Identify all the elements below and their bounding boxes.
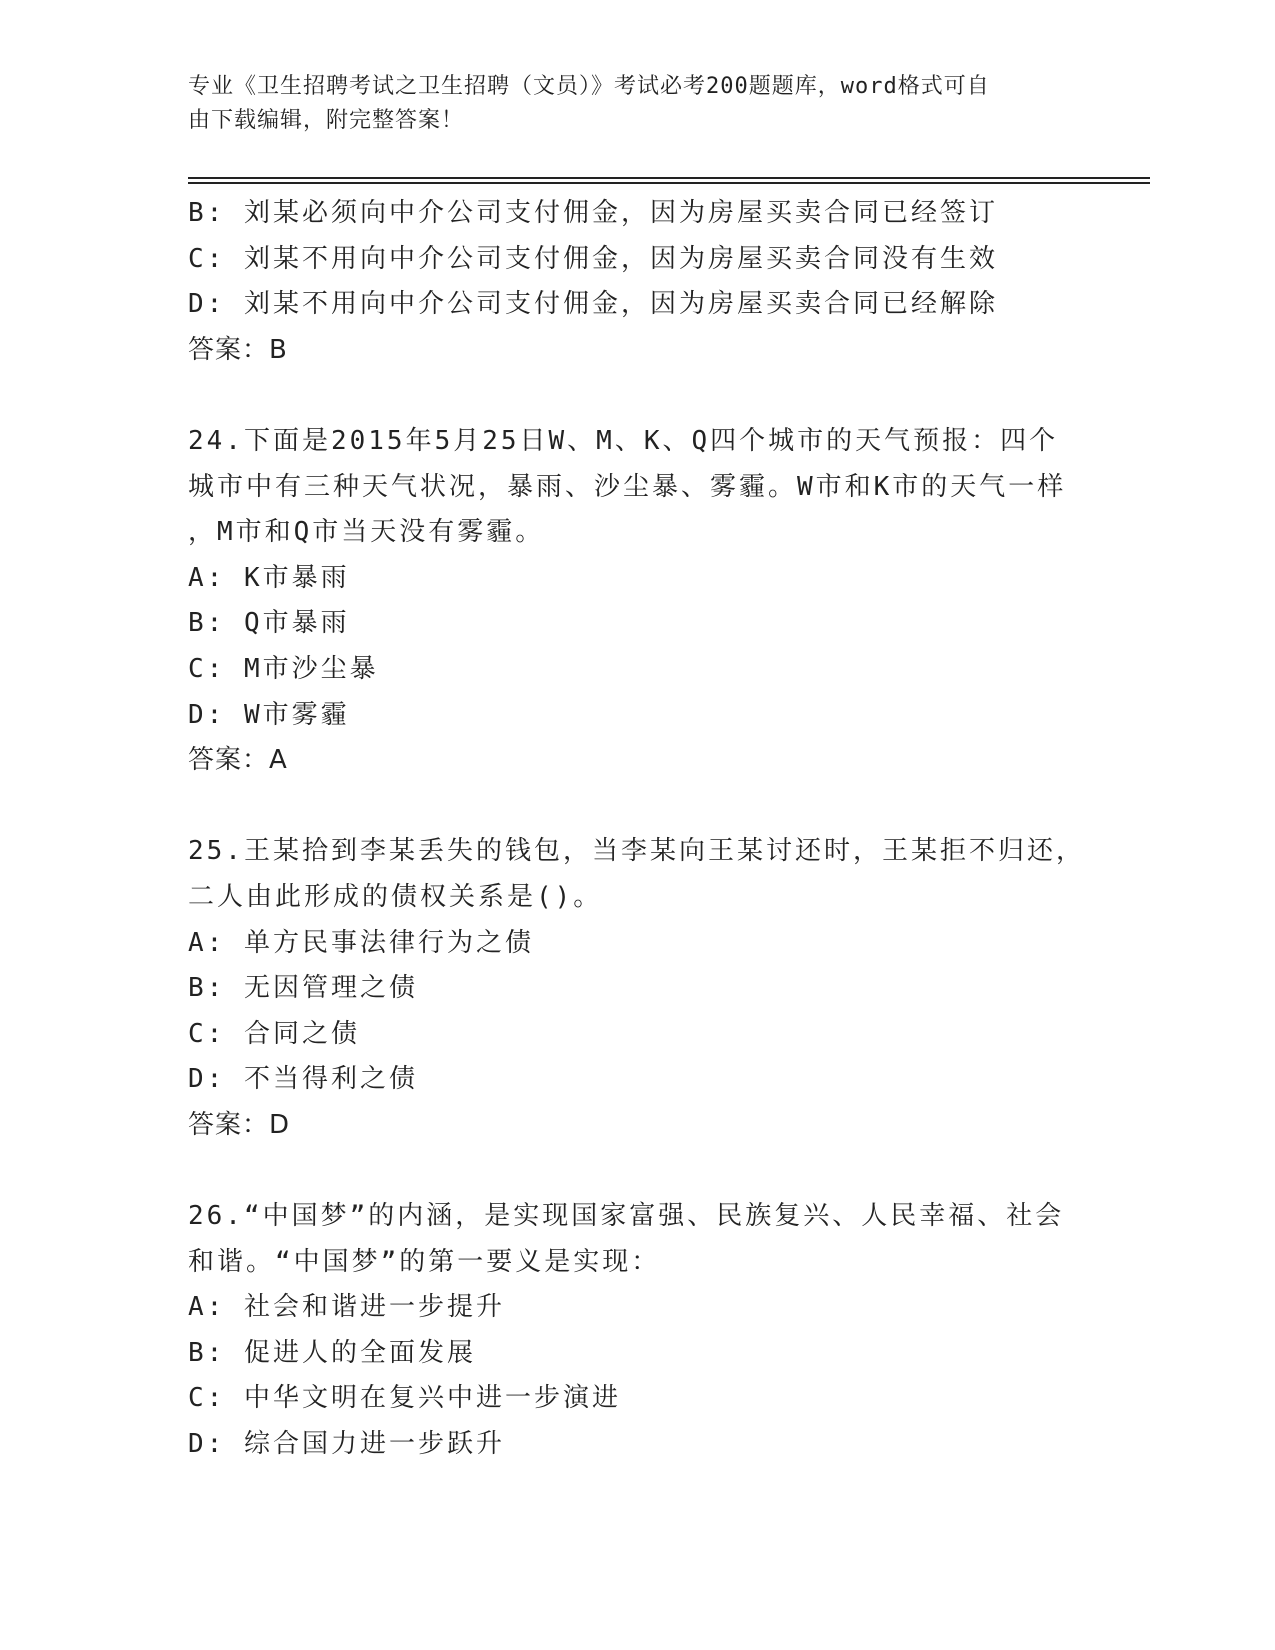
question-24 (188, 419, 1128, 784)
option-a: A: K市暴雨 (188, 562, 350, 593)
header-line-1: 专业《卫生招聘考试之卫生招聘（文员）》考试必考200题题库，word格式可自 (188, 74, 990, 99)
option-c: C: 中华文明在复兴中进一步演进 (188, 1383, 621, 1414)
spacer (188, 373, 1128, 419)
question-stem-line: 和谐。“中国梦”的第一要义是实现： (188, 1246, 661, 1277)
document-header (188, 70, 1068, 138)
option-c: C: 刘某不用向中介公司支付佣金，因为房屋买卖合同没有生效 (188, 243, 998, 274)
option-b: B: 刘某必须向中介公司支付佣金，因为房屋买卖合同已经签订 (188, 198, 998, 228)
answer-line: 答案：D (188, 1109, 291, 1140)
question-stem-line: ，M市和Q市当天没有雾霾。 (188, 517, 545, 548)
header-divider-top (188, 177, 1150, 179)
question-stem-line: 26.“中国梦”的内涵，是实现国家富强、民族复兴、人民幸福、社会 (188, 1201, 1065, 1232)
question-list (188, 191, 1128, 1468)
option-d: D: 不当得利之债 (188, 1064, 418, 1095)
header-divider-bottom (188, 182, 1150, 184)
header-line-2: 由下载编辑，附完整答案！ (188, 108, 465, 133)
question-stem-line: 城市中有三种天气状况，暴雨、沙尘暴、雾霾。W市和K市的天气一样 (188, 471, 1067, 502)
option-d: D: W市雾霾 (188, 699, 350, 730)
option-c: C: M市沙尘暴 (188, 653, 379, 684)
question-stem-line: 24.下面是2015年5月25日W、M、K、Q四个城市的天气预报：四个 (188, 425, 1059, 456)
question-26 (188, 1194, 1128, 1468)
answer-line: 答案：B (188, 334, 288, 365)
option-d: D: 刘某不用向中介公司支付佣金，因为房屋买卖合同已经解除 (188, 289, 998, 320)
option-b: B: Q市暴雨 (188, 608, 350, 639)
question-23-continued (188, 191, 1128, 373)
question-25 (188, 829, 1128, 1148)
option-a: A: 社会和谐进一步提升 (188, 1292, 505, 1323)
option-a: A: 单方民事法律行为之债 (188, 927, 534, 958)
answer-line: 答案：A (188, 745, 288, 776)
option-b: B: 促进人的全面发展 (188, 1337, 476, 1368)
spacer (188, 784, 1128, 830)
option-c: C: 合同之债 (188, 1018, 360, 1049)
option-d: D: 综合国力进一步跃升 (188, 1429, 505, 1460)
option-b: B: 无因管理之债 (188, 973, 418, 1004)
question-stem-line: 25.王某拾到李某丢失的钱包，当李某向王某讨还时，王某拒不归还， (188, 836, 1085, 867)
spacer (188, 1148, 1128, 1194)
question-stem-line: 二人由此形成的债权关系是()。 (188, 881, 603, 912)
